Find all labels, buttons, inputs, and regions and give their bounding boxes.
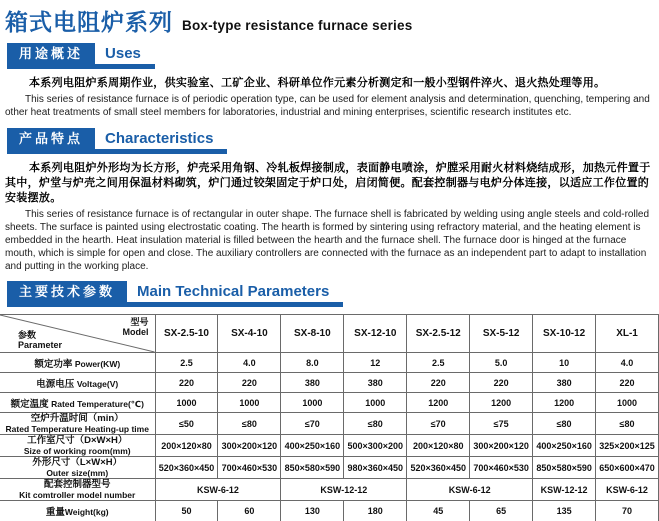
row-label	[0, 413, 155, 435]
value-cell: 200×120×80	[407, 435, 470, 457]
value-cell: 180	[344, 501, 407, 521]
value-cell: 500×300×200	[344, 435, 407, 457]
value-cell: KSW-12-12	[281, 479, 407, 501]
value-cell: 5.0	[470, 353, 533, 373]
uses-heading-zh: 用途概述	[7, 43, 95, 64]
model-header: XL-1	[596, 315, 659, 353]
value-cell: 220	[470, 373, 533, 393]
value-cell: ≤70	[281, 413, 344, 435]
value-cell: 130	[281, 501, 344, 521]
table-row	[0, 435, 659, 457]
value-cell: 850×580×590	[281, 457, 344, 479]
row-label-zh: 空炉升温时间（min）	[30, 413, 124, 424]
parameters-table	[0, 314, 659, 521]
row-label	[0, 501, 155, 521]
value-cell: 2.5	[407, 353, 470, 373]
value-cell: 12	[344, 353, 407, 373]
value-cell: 400×250×160	[533, 435, 596, 457]
row-label	[0, 479, 155, 501]
row-label	[0, 457, 155, 479]
model-header: SX-8-10	[281, 315, 344, 353]
corner-model-zh: 型号	[130, 317, 149, 327]
row-label	[0, 393, 155, 413]
table-row	[0, 413, 659, 435]
table-header-row	[0, 315, 659, 353]
value-cell: 325×200×125	[596, 435, 659, 457]
page-title	[0, 0, 659, 37]
corner-parameter-en: Parameter	[18, 340, 63, 350]
value-cell: 8.0	[281, 353, 344, 373]
value-cell: 10	[533, 353, 596, 373]
row-label-zh: 电源电压	[36, 378, 75, 390]
value-cell: KSW-6-12	[596, 479, 659, 501]
value-cell: 1000	[344, 393, 407, 413]
value-cell: 4.0	[596, 353, 659, 373]
value-cell: 650×600×470	[596, 457, 659, 479]
value-cell: 50	[155, 501, 218, 521]
model-header: SX-2.5-12	[407, 315, 470, 353]
characteristics-body-zh: 本系列电阻炉外形均为长方形，炉壳采用角钢、冷轧板焊接制成，表面静电喷涂，炉膛采用耐火材料烧结成形，加热元件置于其中，炉堂与炉壳之间用保温材料砌筑，炉门通过铰架固定于炉口处，启闭简便。配套控制器与电炉分体连接，以适应工作位置的安装摆放。	[5, 162, 651, 204]
value-cell: ≤50	[155, 413, 218, 435]
row-label-en: Outer size(mm)	[46, 468, 109, 478]
heading-underline-bar	[7, 64, 155, 69]
value-cell: 520×360×450	[407, 457, 470, 479]
value-cell: 1000	[596, 393, 659, 413]
row-label-zh: 工作室尺寸（D×W×H）	[27, 435, 128, 446]
value-cell: 380	[533, 373, 596, 393]
value-cell: KSW-12-12	[533, 479, 596, 501]
value-cell: ≤80	[596, 413, 659, 435]
value-cell: 1000	[281, 393, 344, 413]
value-cell: 300×200×120	[218, 435, 281, 457]
table-body	[0, 353, 659, 521]
table-row	[0, 501, 659, 521]
table-row	[0, 353, 659, 373]
value-cell: ≤80	[218, 413, 281, 435]
row-label-zh: 重量	[45, 506, 65, 518]
value-cell: 135	[533, 501, 596, 521]
characteristics-heading-zh: 产品特点	[7, 128, 95, 149]
value-cell: KSW-6-12	[407, 479, 533, 501]
value-cell: 1200	[407, 393, 470, 413]
uses-body-en: This series of resistance furnace is of periodic operation type, can be used for element analysis and determination, quenching, tempering and other heat treatments of small steel members for laboratories, industrial and mining enterprises, scientific research institutes etc.	[5, 94, 650, 118]
section-uses	[0, 37, 659, 119]
value-cell: 220	[407, 373, 470, 393]
row-label-en: Rated Temperature(℃)	[51, 398, 144, 409]
value-cell: 300×200×120	[470, 435, 533, 457]
value-cell: ≤70	[407, 413, 470, 435]
corner-model-en: Model	[122, 327, 149, 337]
model-header: SX-4-10	[218, 315, 281, 353]
value-cell: 980×360×450	[344, 457, 407, 479]
heading-underline-bar	[7, 149, 227, 154]
model-header: SX-5-12	[470, 315, 533, 353]
row-label	[0, 353, 155, 373]
value-cell: 65	[470, 501, 533, 521]
table-corner-cell	[0, 315, 155, 353]
value-cell: 60	[218, 501, 281, 521]
value-cell: 70	[596, 501, 659, 521]
row-label-en: Voltage(V)	[76, 378, 119, 389]
value-cell: 220	[218, 373, 281, 393]
corner-parameter-zh: 参数	[18, 330, 37, 340]
value-cell: 4.0	[218, 353, 281, 373]
value-cell: ≤75	[470, 413, 533, 435]
value-cell: KSW-6-12	[155, 479, 281, 501]
parameters-heading-en: Main Technical Parameters	[137, 283, 330, 300]
row-label-en: Rated Temperature Heating-up time	[5, 424, 149, 434]
heading-underline-bar	[7, 302, 343, 307]
value-cell: 380	[281, 373, 344, 393]
value-cell: 45	[407, 501, 470, 521]
corner-parameter-label	[18, 330, 62, 350]
value-cell: 220	[155, 373, 218, 393]
row-label-en: Power(KW)	[74, 358, 121, 369]
value-cell: 520×360×450	[155, 457, 218, 479]
row-label-zh: 额定温度	[10, 398, 49, 410]
model-header: SX-2.5-10	[155, 315, 218, 353]
row-label-zh: 额定功率	[34, 358, 73, 370]
parameters-heading	[7, 281, 343, 307]
value-cell: ≤80	[344, 413, 407, 435]
value-cell: 2.5	[155, 353, 218, 373]
row-label-zh: 外形尺寸（L×W×H）	[32, 457, 123, 468]
page-title-en: Box-type resistance furnace series	[182, 18, 413, 33]
table-row	[0, 479, 659, 501]
value-cell: 700×460×530	[470, 457, 533, 479]
value-cell: 220	[596, 373, 659, 393]
value-cell: 200×120×80	[155, 435, 218, 457]
table-row	[0, 373, 659, 393]
section-characteristics	[0, 119, 659, 273]
value-cell: 1200	[470, 393, 533, 413]
uses-body-zh: 本系列电阻炉系周期作业，供实验室、工矿企业、科研单位作元素分析测定和一般小型钢件淬火、退火热处理等用。	[29, 77, 606, 89]
corner-model-label	[123, 317, 149, 337]
characteristics-heading	[7, 128, 227, 154]
model-header: SX-12-10	[344, 315, 407, 353]
value-cell: 380	[344, 373, 407, 393]
value-cell: 1000	[155, 393, 218, 413]
row-label	[0, 373, 155, 393]
value-cell: 400×250×160	[281, 435, 344, 457]
value-cell: 850×580×590	[533, 457, 596, 479]
value-cell: 700×460×530	[218, 457, 281, 479]
value-cell: 1000	[218, 393, 281, 413]
row-label	[0, 435, 155, 457]
section-parameters	[0, 273, 659, 521]
page-title-zh: 箱式电阻炉系列	[5, 9, 173, 35]
uses-heading	[7, 43, 155, 69]
characteristics-heading-en: Characteristics	[105, 130, 214, 147]
value-cell: ≤80	[533, 413, 596, 435]
table-row	[0, 457, 659, 479]
uses-heading-en: Uses	[105, 45, 141, 62]
table-row	[0, 393, 659, 413]
row-label-zh: 配套控制器型号	[43, 479, 111, 490]
characteristics-body-en: This series of resistance furnace is of rectangular in outer shape. The furnace shell is fabricated by welding using angle steels and cold-rolled sheets. The surface is painted using electrostatic coating. The hearth is formed by sintering using refractory material, and the heating element is embedded in the hearth. Heat insulation material is filled between the hearth and the furnace shell. The furnace door is hinged at the furnace mouth, which is simple for open and close. The auxiliary controllers are connected with the furnace as an independent part to adapt to installation and putting in the working place.	[5, 209, 650, 272]
row-label-en: Size of working room(mm)	[23, 446, 131, 456]
model-header: SX-10-12	[533, 315, 596, 353]
row-label-en: Kit comtroller model number	[19, 490, 136, 500]
row-label-en: Weight(kg)	[64, 506, 109, 517]
value-cell: 1200	[533, 393, 596, 413]
parameters-heading-zh: 主要技术参数	[7, 281, 127, 302]
